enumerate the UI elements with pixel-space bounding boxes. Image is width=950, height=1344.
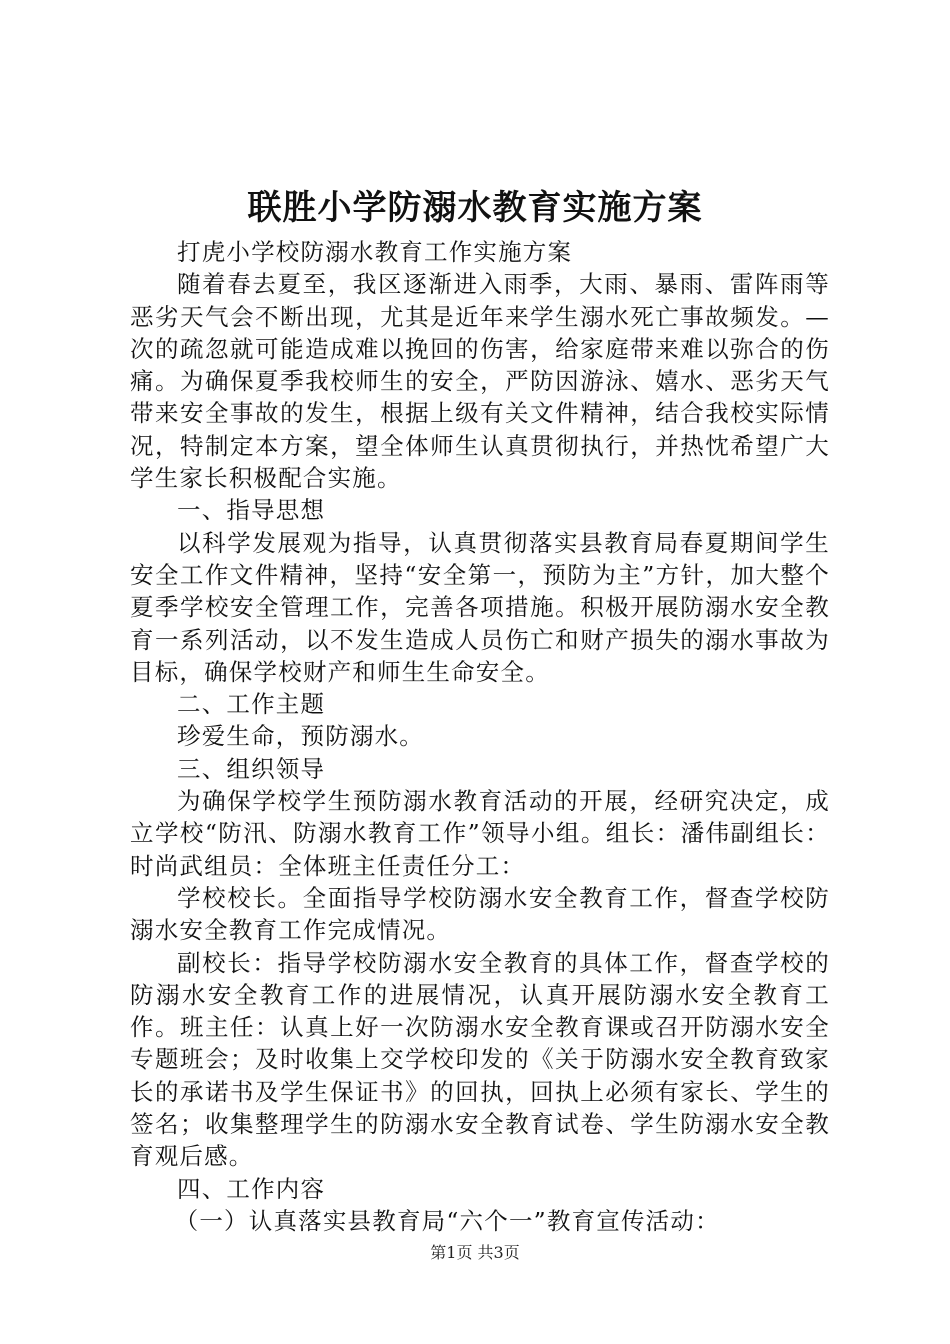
section-heading-guiding-ideology: 一、指导思想 — [177, 496, 326, 525]
work-theme-paragraph: 珍爱生命，预防溺水。 — [177, 722, 424, 751]
section-heading-organization: 三、组织领导 — [177, 754, 326, 783]
principal-duty-paragraph: 学校校长。全面指导学校防溺水安全教育工作，督查学校防溺水安全教育工作完成情况。 — [130, 883, 830, 945]
vice-principal-duty-paragraph: 副校长：指导学校防溺水安全教育的具体工作，督查学校的防溺水安全教育工作的进展情况，认真开展防溺水安全教育工作。班主任：认真上好一次防溺水安全教育课或召开防溺水安全专题班会；及时收集上交学校印发的《关于防溺水安全教育致家长的承诺书及学生保证书》的回执，回执上必须有家长、学生的签名；收集整理学生的防溺水安全教育试卷、学生防溺水安全教育观后感。 — [130, 948, 830, 1171]
work-content-item-1: （一）认真落实县教育局“六个一”教育宣传活动： — [174, 1206, 720, 1235]
page-footer: 第1页 共3页 — [430, 1243, 520, 1262]
organization-paragraph: 为确保学校学生预防溺水教育活动的开展，经研究决定，成立学校“防汛、防溺水教育工作”领导小组。组长：潘伟副组长：时尚武组员：全体班主任责任分工： — [130, 787, 830, 880]
subtitle-paragraph: 打虎小学校防溺水教育工作实施方案 — [177, 238, 573, 266]
section-heading-work-theme: 二、工作主题 — [177, 690, 326, 719]
guiding-ideology-paragraph: 以科学发展观为指导，认真贯彻落实县教育局春夏期间学生安全工作文件精神，坚持“安全第一，预防为主”方针，加大整个夏季学校安全管理工作，完善各项措施。积极开展防溺水安全教育一系列活动，以不发生造成人员伤亡和财产损失的溺水事故为目标，确保学校财产和师生生命安全。 — [130, 528, 830, 686]
document-title: 联胜小学防溺水教育实施方案 — [247, 188, 703, 228]
section-heading-work-content: 四、工作内容 — [177, 1174, 326, 1203]
document-body — [130, 236, 830, 1237]
intro-paragraph: 随着春去夏至，我区逐渐进入雨季，大雨、暴雨、雷阵雨等恶劣天气会不断出现，尤其是近年来学生溺水死亡事故频发。—次的疏忽就可能造成难以挽回的伤害，给家庭带来难以弥合的伤痛。为确保夏季我校师生的安全，严防因游泳、嬉水、恶劣天气带来安全事故的发生，根据上级有关文件精神，结合我校实际情况，特制定本方案，望全体师生认真贯彻执行，并热忱希望广大学生家长积极配合实施。 — [130, 270, 830, 493]
